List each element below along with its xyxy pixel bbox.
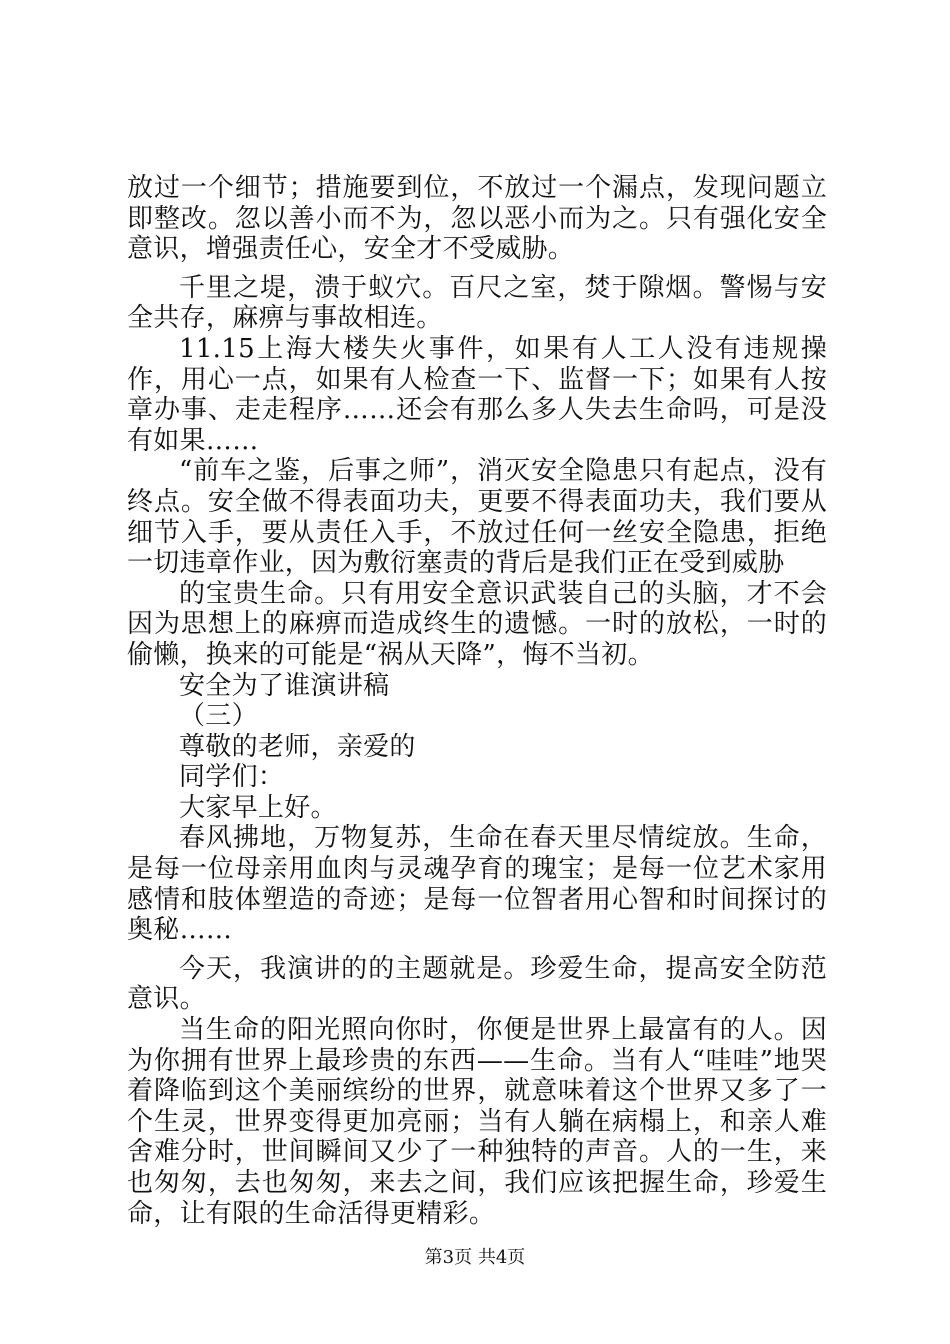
salutation: 尊敬的老师，亲爱的 (179, 731, 416, 762)
page-footer: 第3页 共4页 (424, 1247, 526, 1268)
paragraph: “前车之鉴，后事之师”，消灭安全隐患只有起点，没有终点。安全做不得表面功夫，更要不得表面功夫，我们要从细节入手，要从责任入手，不放过任何一丝安全隐患，拒绝一切违章作业，因为敷衍塞责的背后是我们正在受到威胁 (127, 456, 827, 579)
salutation: 同学们： (179, 762, 285, 793)
body-text (127, 173, 827, 1229)
paragraph: 当生命的阳光照向你时，你便是世界上最富有的人。因为你拥有世界上最珍贵的东西——生命。当有人“哇哇”地哭着降临到这个美丽缤纷的世界，就意味着这个世界又多了一个生灵，世界变得更加亮丽；当有人躺在病榻上，和亲人难舍难分时，世间瞬间又少了一种独特的声音。人的一生，来也匆匆，去也匆匆，来去之间，我们应该把握生命，珍爱生命，让有限的生命活得更精彩。 (127, 1015, 827, 1229)
paragraph: 的宝贵生命。只有用安全意识武装自己的头脑，才不会因为思想上的麻痹而造成终生的遗憾。一时的放松，一时的偷懒，换来的可能是“祸从天降”，悔不当初。 (127, 578, 827, 670)
paragraph: 千里之堤，溃于蚁穴。百尺之室，焚于隙烟。警惕与安全共存，麻痹与事故相连。 (127, 272, 827, 334)
paragraph: 11.15上海大楼失火事件，如果有人工人没有违规操作，用心一点，如果有人检查一下、监督一下；如果有人按章办事、走走程序……还会有那么多人失去生命吗，可是没有如果…… (127, 333, 827, 456)
paragraph: 放过一个细节；措施要到位，不放过一个漏点，发现问题立即整改。忽以善小而不为，忽以恶小而为之。只有强化安全意识，增强责任心，安全才不受威胁。 (127, 173, 827, 265)
speech-title: 安全为了谁演讲稿 (179, 670, 390, 701)
section-number: （三） (179, 701, 258, 732)
greeting: 大家早上好。 (179, 792, 337, 823)
paragraph: 春风拂地，万物复苏，生命在春天里尽情绽放。生命，是每一位母亲用血肉与灵魂孕育的瑰宝；是每一位艺术家用感情和肢体塑造的奇迹；是每一位智者用心智和时间探讨的奥秘…… (127, 823, 827, 946)
paragraph: 今天，我演讲的的主题就是。珍爱生命，提高安全防范意识。 (127, 953, 827, 1015)
